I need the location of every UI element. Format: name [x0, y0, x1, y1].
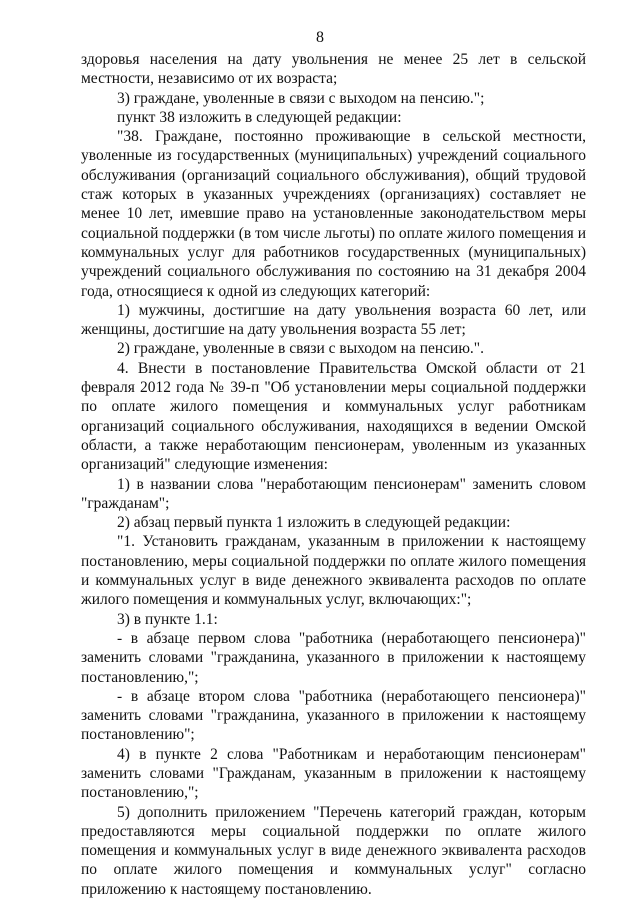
paragraph: здоровья населения на дату увольнения не менее 25 лет в сельской местности, независимо от их возраста;	[81, 51, 586, 88]
paragraph: "1. Установить гражданам, указанным в приложении к настоящему постановлению, меры социальной поддержки по оплате жилого помещения и коммунальных услуг в виде денежного эквивалента расходов по оплате жилого помещения и коммунальных услуг, включающих:";	[81, 533, 586, 609]
paragraph: 5) дополнить приложением "Перечень категорий граждан, которым предоставляются меры социальной поддержки по оплате жилого помещения и коммунальных услуг в виде денежного эквивалента расходов по оплате жилого помещения и коммунальных услуг" согласно приложению к настоящему постановлению.	[81, 803, 586, 898]
paragraph: - в абзаце втором слова "работника (неработающего пенсионера)" заменить словами "гражданина, указанного в приложении к настоящему постановлению";	[81, 687, 586, 744]
paragraph: 4. Внести в постановление Правительства Омской области от 21 февраля 2012 года № 39-п "Об установлении меры социальной поддержки по оплате жилого помещения и коммунальных услуг работникам организаций социального обслуживания, находящихся в ведении Омской области, а также неработающим пенсионерам, уволенным из указанных организаций" следующие изменения:	[81, 359, 586, 474]
paragraph: "38. Граждане, постоянно проживающие в сельской местности, уволенные из государственных (муниципальных) учреждений социального обслуживания (организаций социального обслуживания), общий трудовой стаж которых в указанных учреждениях (организациях) составляет не менее 10 лет, имевшие право на установленные законодательством меры социальной поддержки (в том числе льготы) по оплате жилого помещения и коммунальных услуг для работников государственных (муниципальных) учреждений социального обслуживания по состоянию на 31 декабря 2004 года, относящиеся к одной из следующих категорий:	[81, 128, 586, 300]
paragraph: 1) мужчины, достигшие на дату увольнения возраста 60 лет, или женщины, достигшие на дату увольнения возраста 55 лет;	[81, 301, 586, 339]
paragraph: - в абзаце первом слова "работника (неработающего пенсионера)" заменить словами "гражданина, указанного в приложении к настоящему постановлению,";	[81, 629, 586, 686]
paragraph: 1) в названии слова "неработающим пенсионерам" заменить словом "гражданам";	[81, 475, 586, 512]
document-body	[81, 50, 586, 899]
paragraph: 4) в пункте 2 слова "Работникам и неработающим пенсионерам" заменить словами "Гражданам, указанным в приложении к настоящему постановлению,";	[81, 745, 586, 802]
paragraph: 3) в пункте 1.1:	[117, 610, 218, 628]
paragraph: пункт 38 изложить в следующей редакции:	[117, 108, 402, 126]
page-number: 8	[316, 29, 324, 46]
paragraph: 2) абзац первый пункта 1 изложить в следующей редакции:	[117, 514, 511, 532]
paragraph: 2) граждане, уволенные в связи с выходом на пенсию.".	[117, 340, 484, 358]
paragraph: 3) граждане, уволенные в связи с выходом на пенсию.";	[117, 89, 485, 107]
